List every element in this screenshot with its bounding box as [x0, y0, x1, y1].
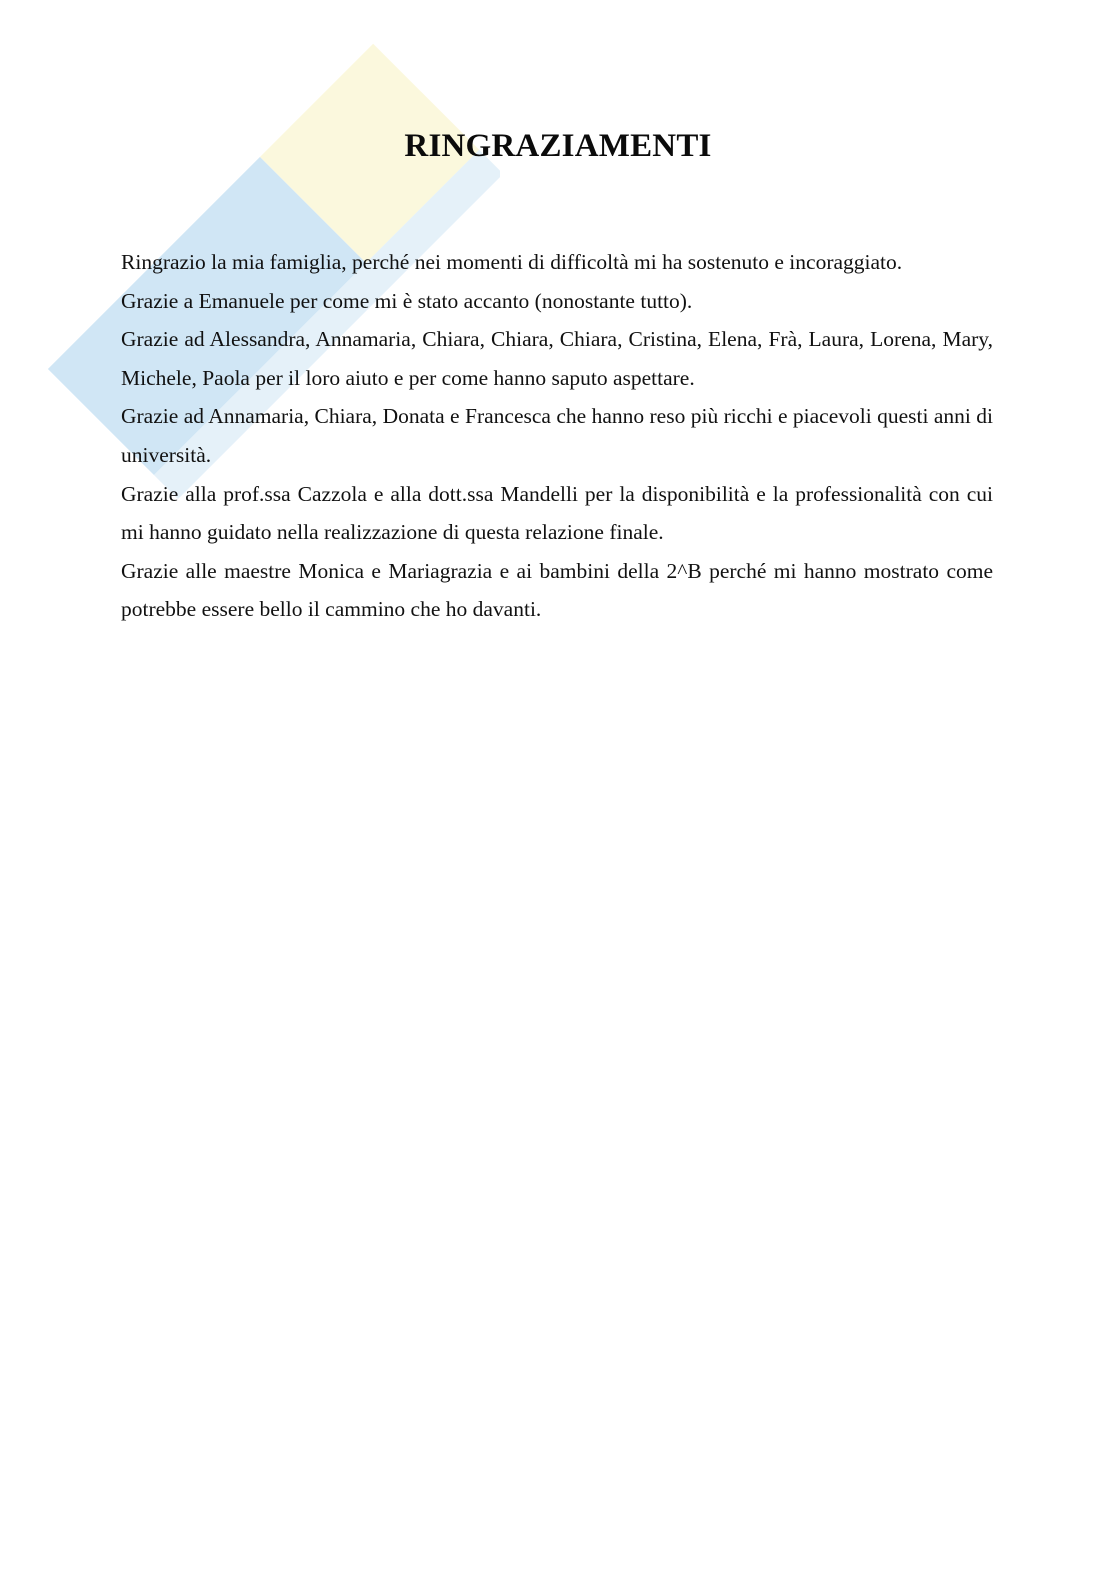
acknowledgements-body [121, 243, 993, 629]
page-title: RINGRAZIAMENTI [404, 128, 712, 164]
paragraph-university-friends: Grazie ad Annamaria, Chiara, Donata e Francesca che hanno reso più ricchi e piacevoli questi anni di università. [121, 404, 993, 467]
paragraph-emanuele: Grazie a Emanuele per come mi è stato accanto (nonostante tutto). [121, 288, 693, 313]
paragraph-family: Ringrazio la mia famiglia, perché nei momenti di difficoltà mi ha sostenuto e incoraggiato. [121, 250, 903, 274]
paragraph-friends: Grazie ad Alessandra, Annamaria, Chiara, Chiara, Chiara, Cristina, Elena, Frà, Laura, Lorena, Mary, Michele, Paola per il loro aiuto e per come hanno saputo aspettare. [121, 327, 993, 390]
paragraph-teachers-children: Grazie alle maestre Monica e Mariagrazia e ai bambini della 2^B perché mi hanno mostrato come potrebbe essere bello il cammino che ho davanti. [121, 558, 993, 622]
paragraph-professors: Grazie alla prof.ssa Cazzola e alla dott.ssa Mandelli per la disponibilità e la professionalità con cui mi hanno guidato nella realizzazione di questa relazione finale. [121, 481, 993, 545]
